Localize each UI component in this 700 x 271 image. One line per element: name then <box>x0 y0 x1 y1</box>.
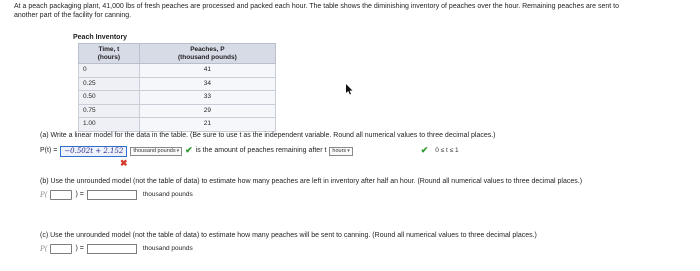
col-header-time-label: Time, t <box>98 46 120 54</box>
unit-dropdown-value: thousand pounds <box>133 147 176 154</box>
chevron-down-icon: ▾ <box>347 147 350 154</box>
part-a-question: (a) Write a linear model for the data in the table. (Be sure to use t as the independent variable. Round all numerical values to three decimal places.) <box>40 132 496 139</box>
mouse-cursor-icon <box>346 84 354 95</box>
part-b-question: (b) Use the unrounded model (not the table of data) to estimate how many peaches are left in inventory after half an hour. (Round all numerical values to three decimal places.) <box>40 178 583 185</box>
cell-peaches: 21 <box>139 118 275 132</box>
table-row <box>79 64 276 78</box>
incorrect-x-icon: ✖ <box>120 158 128 168</box>
problem-intro <box>14 3 694 21</box>
table-row <box>79 118 276 132</box>
cell-time: 0.25 <box>79 77 140 91</box>
part-b-fn-open: P( <box>40 190 48 199</box>
part-c-unit: thousand pounds <box>142 244 193 252</box>
part-c-answer-row <box>40 244 193 254</box>
part-b-answer-input[interactable] <box>87 190 137 200</box>
col-header-peaches-unit: (thousand pounds) <box>177 53 237 61</box>
part-c-argument-input[interactable] <box>50 244 72 254</box>
part-a-lhs: P(t) = <box>40 146 58 154</box>
domain-range: 0 ≤ t ≤ 1 <box>435 146 459 154</box>
unit-dropdown[interactable] <box>130 147 182 156</box>
cell-peaches: 29 <box>139 104 275 118</box>
time-unit-dropdown[interactable] <box>329 147 352 156</box>
part-b-answer-row <box>40 190 193 200</box>
col-header-peaches-label: Peaches, P <box>190 46 225 54</box>
part-b-fn-close: ) = <box>75 190 84 198</box>
correct-check-icon: ✔ <box>185 145 193 156</box>
part-a-mid-text: is the amount of peaches remaining after t <box>195 146 327 154</box>
part-c-fn-open: P( <box>40 244 48 253</box>
cell-peaches: 33 <box>139 91 275 105</box>
col-header-time <box>79 44 140 64</box>
part-c-fn-close: ) = <box>75 244 84 252</box>
part-c-question: (c) Use the unrounded model (not the table of data) to estimate how many peaches will be sent to canning. (Round all numerical values to three decimal places.) <box>40 232 537 239</box>
cell-time: 1.00 <box>79 118 140 132</box>
chevron-down-icon: ▾ <box>176 147 180 154</box>
intro-line-2: another part of the facility for canning. <box>14 11 132 19</box>
part-a-answer-field[interactable]: −0.502t + 2.152 <box>60 146 127 157</box>
cell-time: 0.75 <box>79 104 140 118</box>
time-unit-dropdown-value: hours <box>332 147 347 154</box>
intro-line-1: At a peach packaging plant, 41,000 lbs of fresh peaches are processed and packed each hour. The table shows the diminishing inventory of peaches over the hour. Remaining peaches are sent to <box>14 3 619 10</box>
col-header-peaches <box>139 44 275 64</box>
cell-time: 0 <box>79 64 140 78</box>
table-title: Peach Inventory <box>73 34 128 41</box>
cell-time: 0.50 <box>79 91 140 105</box>
cell-peaches: 34 <box>139 77 275 91</box>
part-a-answer-row <box>40 145 459 157</box>
cell-peaches: 41 <box>139 64 275 78</box>
part-c-answer-input[interactable] <box>87 244 137 254</box>
part-b-unit: thousand pounds <box>142 190 193 198</box>
table-row <box>79 91 276 105</box>
col-header-time-unit: (hours) <box>97 53 121 61</box>
part-b-argument-input[interactable] <box>50 190 72 200</box>
correct-check-icon: ✔ <box>420 145 429 156</box>
peach-inventory-table <box>78 43 276 132</box>
table-row <box>79 104 276 118</box>
table-row <box>79 77 276 91</box>
